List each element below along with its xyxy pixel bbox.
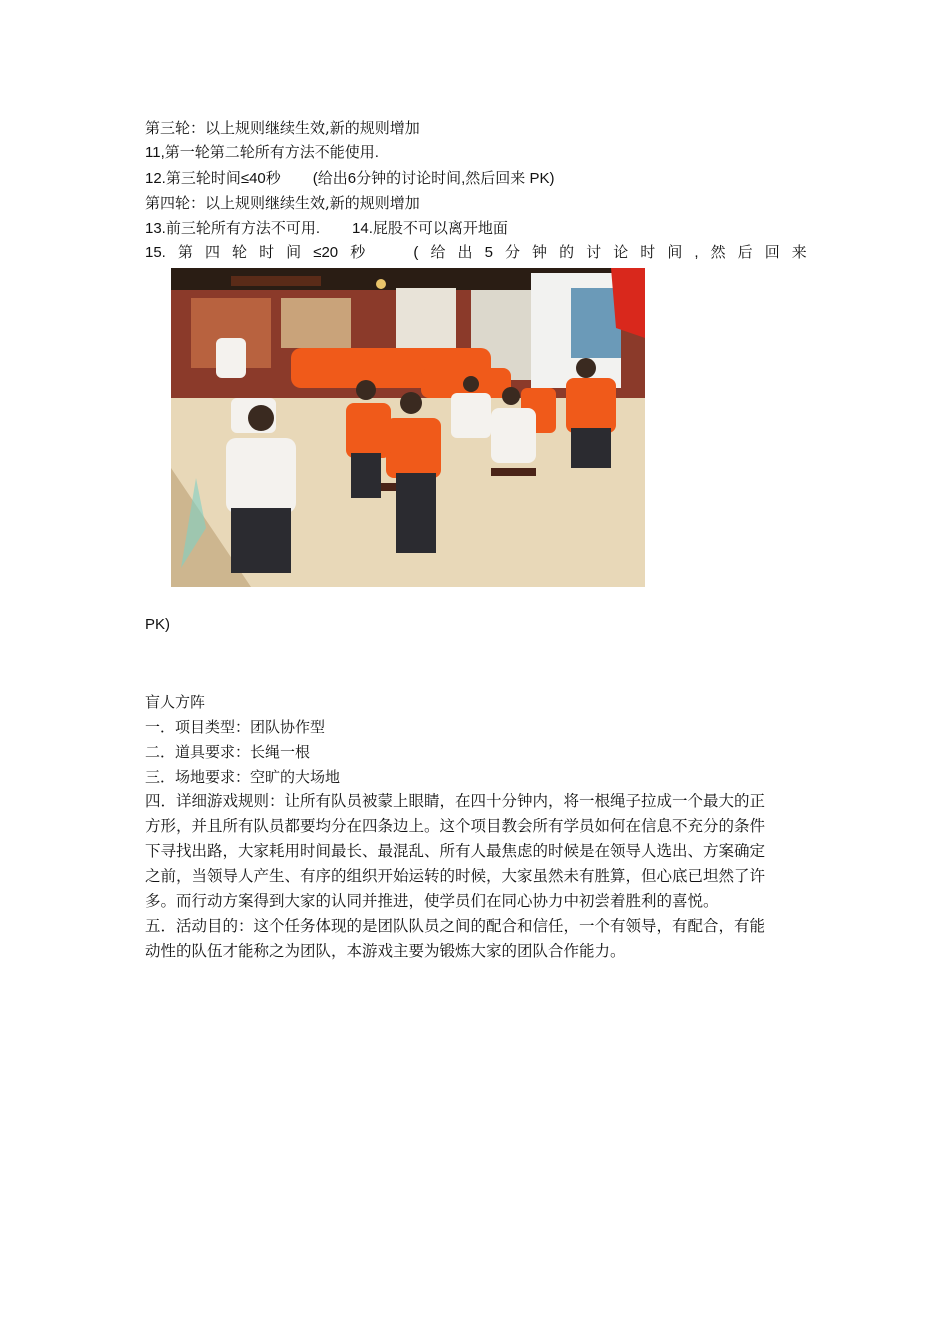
- item-4-line: 多。而行动方案得到大家的认同并推进，使学员们在同心协力中初尝着胜利的喜悦。: [145, 892, 719, 910]
- rule-15-token: 然: [710, 244, 726, 261]
- rule-15-token: ≤20: [313, 244, 339, 261]
- rule-15-token: 间: [286, 244, 302, 261]
- rule-12: [145, 168, 554, 189]
- item-4-rules: [145, 789, 807, 914]
- round4-title: 第四轮：以上规则继续生效,新的规则增加: [145, 194, 420, 212]
- round3-title: 第三轮：以上规则继续生效,新的规则增加: [145, 119, 420, 137]
- rule-15-token: 间: [667, 244, 683, 261]
- item-4-line: 方形，并且所有队员都要均分在四条边上。这个项目教会所有学员如何在信息不充分的条件: [145, 817, 766, 835]
- rule-15-token: 论: [613, 244, 629, 261]
- rule-15-token: 15.: [145, 244, 166, 261]
- rule-15-token: 的: [559, 244, 575, 261]
- rule-15-token: 后: [737, 244, 753, 261]
- rule-15-token: 回: [764, 244, 780, 261]
- rule-15-token: 时: [640, 244, 656, 261]
- rule-14: 14.屁股不可以离开地面: [352, 220, 508, 237]
- rule-15-token: 5: [484, 244, 493, 261]
- rule-15-token: 秒: [350, 244, 366, 261]
- rule-15-token: 时: [259, 244, 275, 261]
- rule-15-token: 出: [457, 244, 473, 261]
- rule-15-end: PK): [145, 616, 171, 633]
- rule-15-token: 来: [791, 244, 807, 261]
- rule-12-time: 12.第三轮时间≤40秒: [145, 170, 281, 187]
- item-3-venue: 三．场地要求：空旷的大场地: [145, 768, 341, 786]
- rule-15-token: 给: [430, 244, 446, 261]
- rule-15-token: 四: [204, 244, 220, 261]
- item-5-line: 动性的队伍才能称之为团队，本游戏主要为锻炼大家的团队合作能力。: [145, 942, 626, 960]
- rule-13: 13.前三轮所有方法不可用.: [145, 220, 321, 237]
- rule-12-note: (给出6分钟的讨论时间,然后回来 PK): [312, 170, 555, 187]
- item-4-line: 之前，当领导人产生、有序的组织开始运转的时候，大家虽然未有胜算，但心底已坦然了许: [145, 867, 766, 885]
- blind-square-title: 盲人方阵: [145, 693, 206, 711]
- item-2-props: 二．道具要求：长绳一根: [145, 743, 311, 761]
- item-5-purpose: [145, 914, 807, 964]
- item-1-type: 一．项目类型：团队协作型: [145, 718, 326, 736]
- rule-15-token: 轮: [232, 244, 248, 261]
- rule-15-token: ,: [694, 244, 699, 261]
- item-4-line: 下寻找出路，大家耗用时间最长、最混乱、所有人最焦虑的时候是在领导人选出、方案确定: [145, 842, 766, 860]
- rule-15-token: (: [413, 244, 419, 261]
- team-photo: [171, 268, 645, 587]
- rule-15-token: 分: [504, 244, 520, 261]
- rule-13-14: [145, 218, 508, 239]
- rule-15-token: 钟: [532, 244, 548, 261]
- item-5-line: 五．活动目的：这个任务体现的是团队队员之间的配合和信任，一个有领导，有配合，有能: [145, 917, 766, 935]
- item-4-line: 四．详细游戏规则：让所有队员被蒙上眼睛，在四十分钟内，将一根绳子拉成一个最大的正: [145, 792, 766, 810]
- rule-15: [145, 243, 807, 263]
- rule-11: 11,第一轮第二轮所有方法不能使用.: [145, 144, 379, 161]
- team-photo-image: [171, 268, 645, 587]
- rule-15-token: 第: [177, 244, 193, 261]
- rule-15-token: 讨: [586, 244, 602, 261]
